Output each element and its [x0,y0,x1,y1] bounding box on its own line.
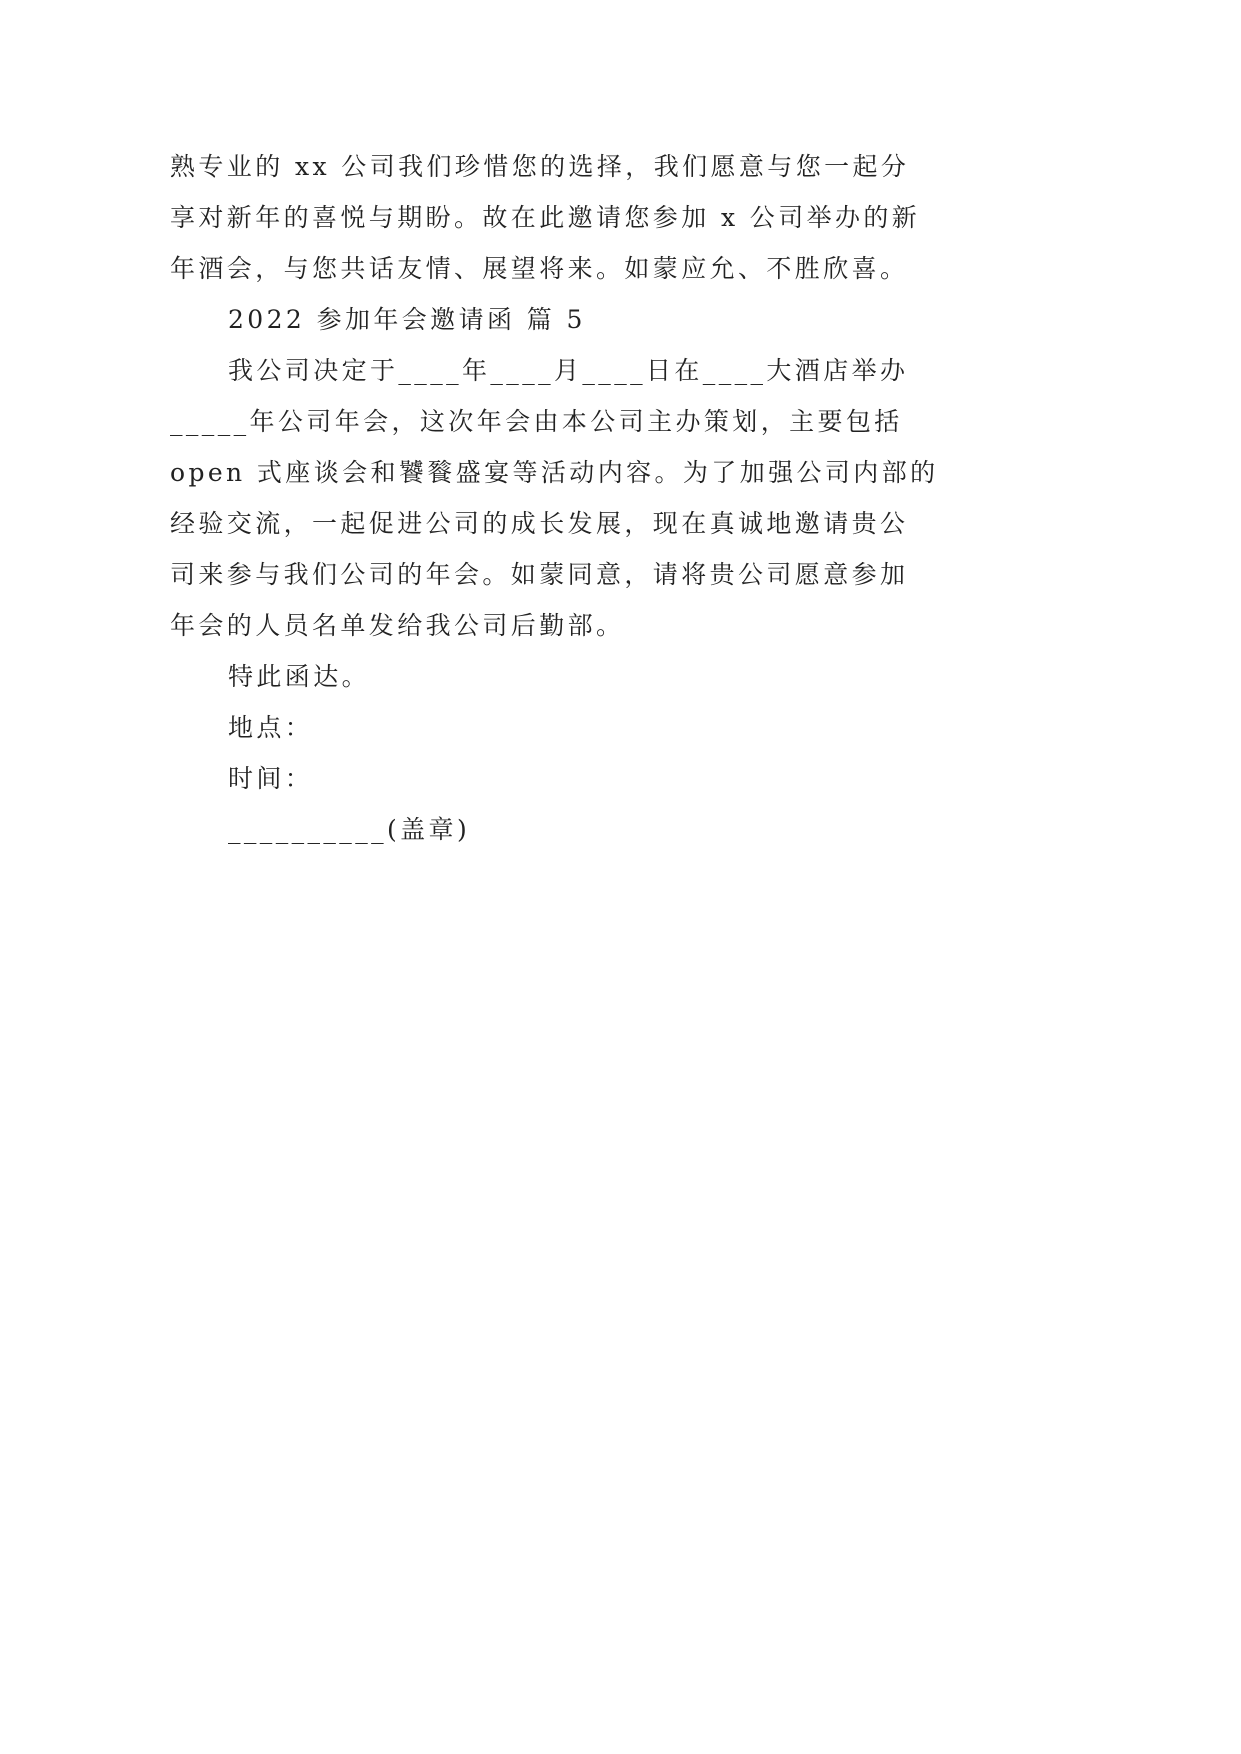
paragraph-line: 经验交流，一起促进公司的成长发展，现在真诚地邀请贵公 [170,509,909,538]
location-label: 地点： [228,713,314,742]
time-label: 时间： [228,764,314,793]
paragraph-line: 司来参与我们公司的年会。如蒙同意，请将贵公司愿意参加 [170,560,909,589]
paragraph-line: open 式座谈会和饕餮盛宴等活动内容。为了加强公司内部的 [170,458,939,487]
seal-line: __________(盖章) [228,815,471,844]
paragraph-line: 年会的人员名单发给我公司后勤部。 [170,611,625,640]
closing-line: 特此函达。 [228,662,371,691]
paragraph-line: 年酒会，与您共话友情、展望将来。如蒙应允、不胜欣喜。 [170,254,909,283]
section-heading: 2022 参加年会邀请函 篇 5 [228,305,586,334]
paragraph-line: 熟专业的 xx 公司我们珍惜您的选择，我们愿意与您一起分 [170,152,910,181]
paragraph-line: _____年公司年会，这次年会由本公司主办策划，主要包括 [170,407,903,436]
paragraph-line: 我公司决定于____年____月____日在____大酒店举办 [228,356,909,385]
paragraph-line: 享对新年的喜悦与期盼。故在此邀请您参加 x 公司举办的新 [170,203,921,232]
